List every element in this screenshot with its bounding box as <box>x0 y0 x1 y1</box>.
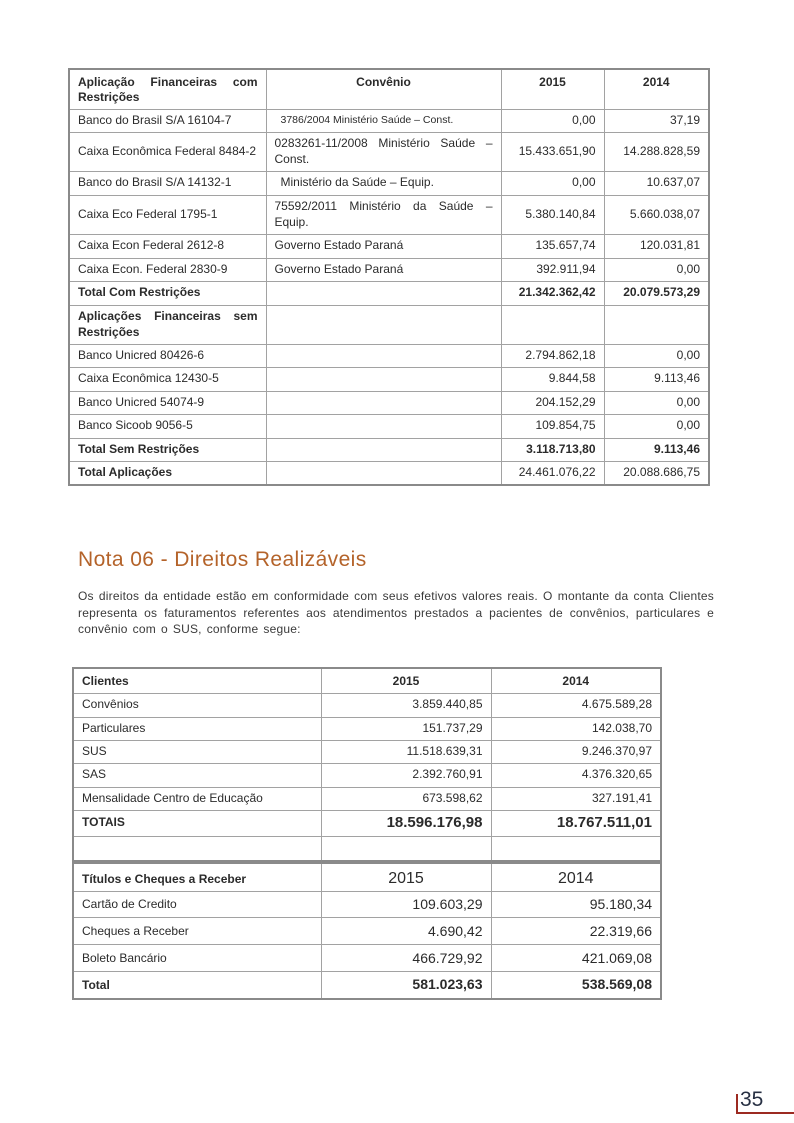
value-2014: 9.113,46 <box>604 438 709 461</box>
total-row <box>73 972 661 999</box>
clientes-table <box>72 667 662 862</box>
header-2015: 2015 <box>321 863 491 892</box>
value-2014: 10.637,07 <box>604 171 709 195</box>
value-2014: 0,00 <box>604 414 709 438</box>
row-label: Total Com Restrições <box>69 281 266 305</box>
header-clientes: Clientes <box>73 668 321 693</box>
value-2015: 0,00 <box>501 171 604 195</box>
table-row <box>69 195 709 234</box>
section-heading: Nota 06 - Direitos Realizáveis <box>78 548 367 571</box>
footer-accent-vertical-rule <box>736 1094 738 1114</box>
table-row <box>73 740 661 763</box>
row-label: Caixa Econ Federal 2612-8 <box>69 234 266 258</box>
row-label: SUS <box>73 740 321 763</box>
totais-row <box>73 810 661 836</box>
total-com-restricoes-row <box>69 281 709 305</box>
row-label: Banco Sicoob 9056-5 <box>69 414 266 438</box>
value-2014: 5.660.038,07 <box>604 195 709 234</box>
row-label: Banco do Brasil S/A 14132-1 <box>69 171 266 195</box>
value-2014: 9.113,46 <box>604 367 709 391</box>
table-row <box>69 109 709 132</box>
table-row <box>69 171 709 195</box>
table-row <box>69 344 709 367</box>
value-2015: 4.690,42 <box>321 918 491 945</box>
row-convenio <box>266 367 501 391</box>
table-row <box>69 414 709 438</box>
row-convenio <box>266 438 501 461</box>
value-2014: 4.675.589,28 <box>491 693 661 717</box>
total-sem-restricoes-row <box>69 438 709 461</box>
row-label: Total Sem Restrições <box>69 438 266 461</box>
row-label: TOTAIS <box>73 810 321 836</box>
value-2015: 109.854,75 <box>501 414 604 438</box>
row-label: Caixa Econômica Federal 8484-2 <box>69 132 266 171</box>
total-aplicacoes-row <box>69 461 709 485</box>
value-2014: 120.031,81 <box>604 234 709 258</box>
value-2014: 20.088.686,75 <box>604 461 709 485</box>
row-convenio <box>266 344 501 367</box>
value-2014: 142.038,70 <box>491 717 661 740</box>
row-convenio <box>266 281 501 305</box>
header-aplicacao-restricoes: Aplicação Financeiras com Restrições <box>69 69 266 109</box>
value-2015: 3.118.713,80 <box>501 438 604 461</box>
empty-cell <box>73 836 321 861</box>
value-2014: 37,19 <box>604 109 709 132</box>
row-convenio <box>266 414 501 438</box>
value-2015: 3.859.440,85 <box>321 693 491 717</box>
row-label: Boleto Bancário <box>73 945 321 972</box>
row-convenio: 0283261-11/2008 Ministério Saúde – Const. <box>266 132 501 171</box>
table-row <box>69 132 709 171</box>
value-2015: 5.380.140,84 <box>501 195 604 234</box>
table-row <box>69 258 709 281</box>
row-convenio: Governo Estado Paraná <box>266 234 501 258</box>
row-label: Aplicações Financeiras sem Restrições <box>69 305 266 344</box>
value-2015: 18.596.176,98 <box>321 810 491 836</box>
table-row <box>73 717 661 740</box>
value-2015: 673.598,62 <box>321 787 491 810</box>
value-2015 <box>501 305 604 344</box>
header-2014: 2014 <box>604 69 709 109</box>
value-2015: 204.152,29 <box>501 391 604 414</box>
row-label: Cartão de Credito <box>73 892 321 918</box>
value-2014: 327.191,41 <box>491 787 661 810</box>
value-2015: 21.342.362,42 <box>501 281 604 305</box>
table-row <box>73 787 661 810</box>
row-convenio: 3786/2004 Ministério Saúde – Const. <box>266 109 501 132</box>
value-2015: 11.518.639,31 <box>321 740 491 763</box>
value-2015: 2.794.862,18 <box>501 344 604 367</box>
row-label: SAS <box>73 763 321 787</box>
value-2015: 2.392.760,91 <box>321 763 491 787</box>
value-2014: 0,00 <box>604 391 709 414</box>
row-label: Banco Unicred 54074-9 <box>69 391 266 414</box>
row-label: Banco do Brasil S/A 16104-7 <box>69 109 266 132</box>
value-2014: 9.246.370,97 <box>491 740 661 763</box>
header-2014: 2014 <box>491 863 661 892</box>
empty-cell <box>321 836 491 861</box>
row-label: Total Aplicações <box>69 461 266 485</box>
value-2015: 109.603,29 <box>321 892 491 918</box>
value-2015: 466.729,92 <box>321 945 491 972</box>
page-number: 35 <box>740 1088 764 1111</box>
value-2014: 0,00 <box>604 344 709 367</box>
header-2015: 2015 <box>501 69 604 109</box>
header-convenio: Convênio <box>266 69 501 109</box>
value-2014: 18.767.511,01 <box>491 810 661 836</box>
value-2014: 22.319,66 <box>491 918 661 945</box>
table-row <box>69 367 709 391</box>
value-2015: 0,00 <box>501 109 604 132</box>
value-2015: 24.461.076,22 <box>501 461 604 485</box>
table-row <box>69 234 709 258</box>
table-header-row <box>73 668 661 693</box>
header-2014: 2014 <box>491 668 661 693</box>
value-2015: 151.737,29 <box>321 717 491 740</box>
table-header-row <box>73 863 661 892</box>
empty-cell <box>491 836 661 861</box>
value-2014: 14.288.828,59 <box>604 132 709 171</box>
aplicacoes-financeiras-table <box>68 68 710 486</box>
row-label: Particulares <box>73 717 321 740</box>
value-2015: 9.844,58 <box>501 367 604 391</box>
row-label: Convênios <box>73 693 321 717</box>
row-label: Caixa Econômica 12430-5 <box>69 367 266 391</box>
table-header-row <box>69 69 709 109</box>
table-row <box>73 945 661 972</box>
row-label: Caixa Econ. Federal 2830-9 <box>69 258 266 281</box>
row-label: Mensalidade Centro de Educação <box>73 787 321 810</box>
row-label: Banco Unicred 80426-6 <box>69 344 266 367</box>
row-convenio: Governo Estado Paraná <box>266 258 501 281</box>
value-2014 <box>604 305 709 344</box>
value-2014: 421.069,08 <box>491 945 661 972</box>
section-paragraph: Os direitos da entidade estão em conformidade com seus efetivos valores reais. O montante da conta Clientes representa os faturamentos referentes aos atendimentos prestados a pacientes de convênios, particulares e convênio com o SUS, conforme segue: <box>78 589 714 636</box>
value-2014: 0,00 <box>604 258 709 281</box>
row-convenio <box>266 461 501 485</box>
value-2015: 135.657,74 <box>501 234 604 258</box>
titulos-cheques-table <box>72 862 662 1000</box>
row-convenio <box>266 391 501 414</box>
table-row <box>73 892 661 918</box>
header-titulos-cheques: Títulos e Cheques a Receber <box>73 863 321 892</box>
row-convenio: Ministério da Saúde – Equip. <box>266 171 501 195</box>
table-row <box>73 918 661 945</box>
value-2014: 20.079.573,29 <box>604 281 709 305</box>
value-2015: 15.433.651,90 <box>501 132 604 171</box>
table-row <box>73 693 661 717</box>
row-convenio <box>266 305 501 344</box>
header-2015: 2015 <box>321 668 491 693</box>
value-2015: 581.023,63 <box>321 972 491 999</box>
footer-accent-horizontal-rule <box>736 1112 794 1114</box>
row-label: Total <box>73 972 321 999</box>
table-row <box>69 391 709 414</box>
row-convenio: 75592/2011 Ministério da Saúde – Equip. <box>266 195 501 234</box>
value-2014: 538.569,08 <box>491 972 661 999</box>
section-row-sem-restricoes <box>69 305 709 344</box>
value-2014: 95.180,34 <box>491 892 661 918</box>
value-2015: 392.911,94 <box>501 258 604 281</box>
spacer-row <box>73 836 661 861</box>
table-row <box>73 763 661 787</box>
row-label: Cheques a Receber <box>73 918 321 945</box>
value-2014: 4.376.320,65 <box>491 763 661 787</box>
row-label: Caixa Eco Federal 1795-1 <box>69 195 266 234</box>
